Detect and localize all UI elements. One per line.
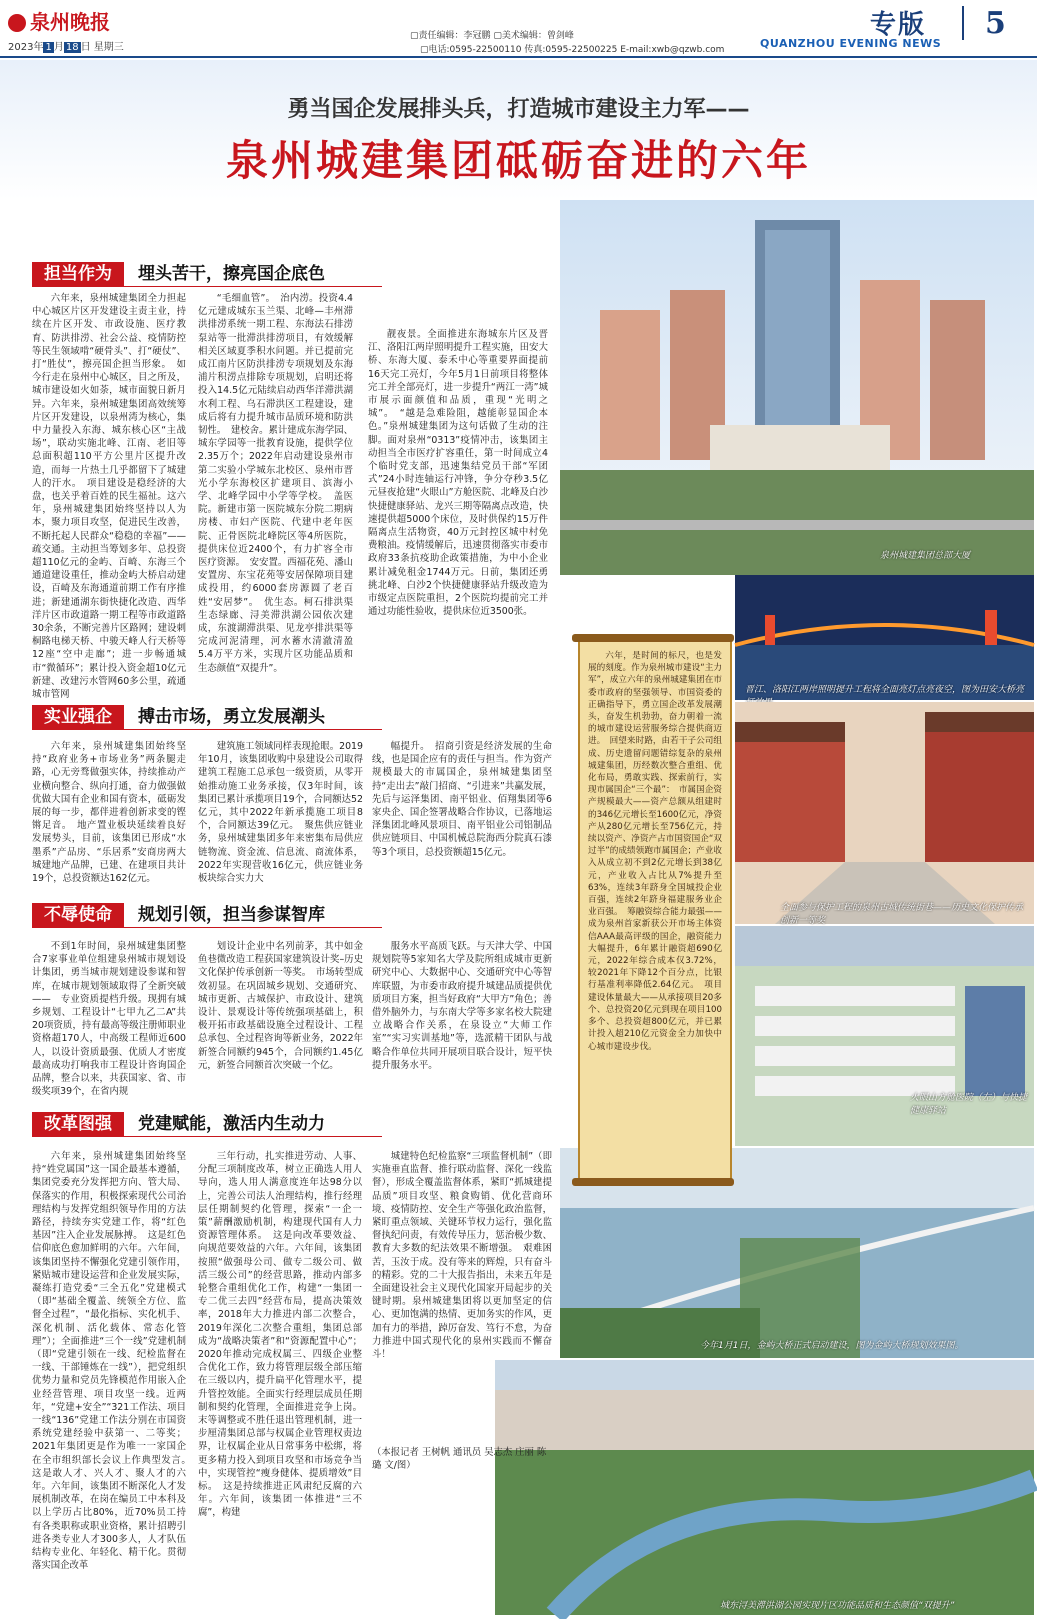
section-line-1 — [32, 286, 382, 287]
headline-subtitle: 勇当国企发展排头兵，打造城市建设主力军—— — [287, 97, 750, 122]
paper-logo — [8, 6, 110, 35]
article-column — [198, 740, 363, 890]
paragraph: 城建特色纪检监察“三项监督机制”（即实施垂直监督、推行联动监督、深化一线监督），形成全覆盖监督体系，紧盯“抓城建提品质”项目攻坚、粮食购销、优化营商环境、疫情防控、安全生产等强化政治监督，紧盯重点领域、关键环节权力运行，强化监督执纪问责，有效传导压力，惩治极少数、教育大多数的纪法效果不断增强。 艰难困苦，玉汝于成。没有等来的辉煌，只有奋斗的精彩。党的二十大报告指出，未来五年是全面建设社会主义现代化国家开局起步的关键时期。泉州城建集团将以更加坚定的信心、更加饱满的热情、更加务实的作风，更加有力的举措，踔厉奋发、笃行不怠，为奋力推进中国式现代化的泉州实践而不懈奋斗！ — [372, 1151, 552, 1361]
section-tag-2: 实业强企 — [32, 705, 124, 729]
masthead — [0, 0, 1037, 58]
section-heading-3: 规划引领，担当参谋智库 — [138, 905, 325, 925]
header-divider — [962, 6, 964, 40]
paragraph: 服务水平高质飞跃。与天津大学、中国规划院等5家知名大学及院所组成城市更新研究中心、大数据中心、交通研究中心等智库联盟，为市委市政府提升城建品质提供优质项目方案，担当好政府“大甲方”角色；善借外脑外力，与东南大学等多家名校大院建立战略合作关系，在泉设立“大师工作室”“实习实训基地”等，选派精干团队与战略合作单位共同开展项目联合设计，短平快提升服务水平。 — [372, 941, 552, 1071]
section-tag-3: 不辱使命 — [32, 903, 124, 927]
paragraph: 六年来，泉州城建集团始终坚持“政府业务+市场业务”两条腿走路，心无旁骛做强实体，持续推动产业横向整合、纵向打通，奋力做强做优做大国有企业和国有资本，砥砺发展的每一步，都伴进着创新求变的铿锵足音。 地产置业板块延续着良好发展势头，目前，该集团已形成“水墨系”产品房、“乐居系”安商房两大城建地产品牌，已建、在建项目共计19个，总投资额达162亿元。 — [32, 741, 186, 885]
contact-line: ▢电话:0595-22500110 传真:0595-22500225 E-mail:xwb@qzwb.com — [420, 45, 725, 55]
byline: （本报记者 王树帆 通讯员 吴志杰 庄丽 陈璐 文/图） — [372, 1447, 547, 1471]
article-column — [32, 740, 186, 890]
date-year: 2023 — [8, 42, 34, 53]
section-heading-1: 埋头苦干，擦亮国企底色 — [138, 264, 325, 284]
scroll-sidebar — [578, 638, 732, 1182]
caption-street: 全面参与保护工程的泉州古城传统街巷——历史文化保护传承创新一等奖 — [780, 903, 1024, 926]
article-column — [32, 940, 186, 1098]
logo-icon — [8, 14, 26, 32]
section-heading-2: 搏击市场，勇立发展潮头 — [138, 707, 325, 727]
section-tag-4: 改革图强 — [32, 1112, 124, 1136]
scroll-text — [588, 650, 722, 1170]
article-column — [372, 1150, 552, 1442]
article-column — [372, 940, 552, 1080]
section-line-3 — [32, 927, 382, 928]
paragraph: “毛细血管”。 治内涝。投资4.4亿元建成城东玉兰渠、北峰—丰州滞洪排涝系统一期工程、东海法石排涝泵站等一批滞洪排涝项目，有效缓解相关区域夏季积水问题。并已提前完成江南片区防洪排涝专项规划及东海浦片积涝点排除专项规划，启明还将投入14.5亿元陆续启动西华洋滞洪湖水利工程、乌石滞洪区工程建设，建成后将有力提升城市品质环境和防洪韧性。 建校舍。累计建成东海学园、城东学园等一批教育设施，提供学位2.35万个；2022年启动建设泉州市第二实验小学城东北校区、泉州市晋光小学东海校区扩建项目、滨海小学、北峰学园中小学等学校。 盖医院。新建市第一医院城东分院二期病房楼、市妇产医院、代建中老年医院、正骨医院北峰院区等4所医院，提供床位近2400个，有力扩容全市医疗资源。 安安置。西福花苑、潘山安置房、东宝花苑等安居保障项目建成投用，约6000套房源圆了老百姓“安居梦”。 优生态。柯石排洪渠生态绿廊、浔美滞洪湖公园依次建成，东渡湖滞洪渠、见龙亭排洪渠等完成河泥清理，河水蓄水清澈清盈5.4万平方米，实现片区功能品质和生态颜值“双提升”。 — [198, 293, 353, 674]
paper-name: 泉州晚报 — [30, 10, 110, 34]
photo-wetland-park — [495, 1360, 1034, 1615]
photo-hq-tower — [560, 200, 1034, 575]
caption-bridge: 晋江、洛阳江两岸照明提升工程将全面亮灯点亮夜空，图为田安大桥亮 — [745, 685, 1025, 695]
paragraph: 不到1年时间，泉州城建集团整合7家事业单位组建泉州城市规划设计集团，勇当城市规划建设参谋和智库，在城市规划领域取得了全新突破—— 专业资质提档升级。现拥有城乡规划、工程设计“七甲九乙二A”共20项资质，持有最高等级注册师职业资格超170人，中高级工程师近600人，以设计资质最强、优质人才密度最高成功打响我市工程设计咨询国企品牌，整合以来，共获国家、省、市级奖项39个，在省内规 — [32, 941, 186, 1098]
section-name: 专版 — [870, 10, 927, 40]
article-column — [368, 328, 548, 703]
paragraph: 三年行动，扎实推进劳动、人事、分配三项制度改革，树立正确选人用人导向，选人用人满意度连年达98分以上，完善公司法人治理结构，推行经理层任期制契约化管理，探索“一企一策”薪酬激励机制，构建现代国有人力资源管理体系。 这是向改革要效益、向规范要效益的六年。六年间，该集团按照“做强母公司、做专二级公司、做活三级公司”的经营思路，推动内部多轮整合重组优化工作，构建“一集团一专二优三去四”经营布局，提高决策效率，2018年大力推进内部二次整合，2019年深化二次整合重组，集团总部成为“战略决策者”和“资源配置中心”；2020年推动完成权属三、四级企业整合优化工作，致力将管理层级全部压缩在三级以内，提升扁平化管理水平，提升管控效能。全面实行经理层成员任期制和契约化管理，全面推进竞争上岗。末等调整或不胜任退出管理机制，进一步厘清集团总部与权属企业管理权责边界，让权属企业从日常事务中松绑，将更多精力投入到项目攻坚和市场竞争当中，实现管控“瘦身健体、提质增效”目标。 这是持续推进正风肃纪反腐的六年。六年间，该集团一体推进“三不腐”，构建 — [198, 1151, 362, 1519]
wetland-park-image — [495, 1360, 1034, 1615]
scroll-roller-top — [572, 634, 734, 642]
paragraph: 六年来，泉州城建集团全力担起中心城区片区开发建设主责主业，持续在片区开发、市政设施、医疗教育、防洪排涝、社会公益、疫情防控等民生领域啃“硬骨头”、打“硬仗”、打“胜仗”，擦亮国企担当形象。 如今行走在泉州中心城区，目之所及，城市建设如火如荼，城市面貌日新月异。六年来，泉州城建集团高效统筹片区开发建设，以泉州湾为核心，集中力量投入东海、城东核心区“主战场”，联动实施北峰、江南、老旧等总面积超110平方公里片区提升改造，而每一片热土几乎都留下了城建人的汗水。 项目建设是稳经济的大盘，也关乎着百姓的民生福祉。这六年，泉州城建集团始终坚持以人为本，聚力项目攻坚，促进民生改善，不断托起人民群众“稳稳的幸福”—— 疏交通。主动担当筹划多年、总投资超110亿元的金屿、百崎、东海三个通道建设重任，推动金屿大桥启动建设，百崎及东海通道前期工作有序推进；新建通湖东街快捷化改造、西华洋片区市政道路一期工程等市政道路30余条，不断完善片区路网；建设刺桐路电梯天桥、中骏天峰人行天桥等12座“空中走廊”；进一步畅通城市“微循环”；累计投入资金超10亿元新建、改建污水管网60多公里，疏通城市管网 — [32, 293, 196, 701]
old-street-image — [735, 702, 1034, 924]
paragraph: 划设计企业中名列前茅，其中如金鱼巷微改造工程获国家建筑设计奖–历史文化保护传承创新一等奖。 市场转型成效初显。在巩固城乡规划、交通研究、城市更新、古城保护、市政设计、建筑设计、景观设计等传统强项基础上，积极开拓市政基础设施全过程设计、工程总承包、全过程咨询等新业务，2022年新签合同额约945个，合同额约1.45亿元，新签合同额首次突破一个亿。 — [198, 941, 363, 1071]
scroll-paragraph: 六年，是时间的标尺，也是发展的刻度。作为泉州城市建设“主力军”，成立六年的泉州城建集团在市委市政府的坚强领导、市国资委的正确指导下，勇立国企改革发展潮头，奋发生机勃勃，奋力朝着一流的城市建设运营服务综合提供商迈进。 回望来时路，由若干子公司组成、历史遗留问题错综复杂的泉州城建集团，历经数次整合重组、优化布局，勇敢实践、探索前行，实现市属国企“三个最”： 市属国企资产规模最大——资产总额从组建时的346亿元增长至1600亿元，净资产从280亿元增长至756亿元，持续以资产、净资产占市国资国企“双过半”的成绩领跑市属国企；产业收入从成立初不到2亿元增长到38亿元，产业收入占比从7%提升至63%，连续3年跻身全国城投企业百强，连续2年跻身福建服务业企业百强。 筹融资综合能力最强——成为泉州首家新获公开市场主体资信AAA最高评级的国企，融资能力大幅提升，6年累计融资超690亿元，2022年综合成本仅3.72%，较2021年下降12个百分点，比银行基准利率降低2.64亿元。 项目建设体量最大——从承接项目20多个、总投资20亿元到现在项目100多个、总投资超800亿元，并已累计投入超210亿元资金全力加快中心城市建设步伐。 — [588, 651, 722, 1052]
caption-hq: 泉州城建集团总部大厦 — [880, 551, 971, 561]
paragraph: 靓夜景。全面推进东海城东片区及晋江、洛阳江两岸照明提升工程实施，田安大桥、东海大厦、泰禾中心等重要界面提前16天完工亮灯，今年5月1日前项目将整体完工并全部亮灯，进一步提升“两江一湾”城市展示面颜值和品质，重现“光明之城”。 “越是急难险阻，越能彰显国企本色。”泉州城建集团为这句话做了生动的注脚。面对泉州“0313”疫情冲击，该集团主动担当全市医疗扩容重任，第一时间成立4个临时党支部，迅速集结党员干部“军团式”24小时连轴运行冲锋，争分夺秒3.5亿元昼夜抢建“火眼山”方舱医院、北峰及白沙快捷健康驿站、龙兴三期等隔离点改造，快速提供超5000个床位，及时供保约15万件隔离点生活物资，40万元封控区城中村免费粮油。疫情缓解后，迅速贯彻落实市委市政府33条抗疫助企政策措施，为中小企业累计减免租金1744万元。日前，集团还勇挑北峰、白沙2个快捷健康驿站升级改造为市级定点医院重担，2个医院均提前完工并通过功能性验收，提供床位近3500张。 — [368, 329, 548, 618]
hq-tower-image — [560, 200, 1034, 575]
date-month: 1 — [45, 42, 52, 53]
scroll-roller-bottom — [572, 1178, 734, 1186]
paragraph: 六年来，泉州城建集团始终坚持“姓党属国”这一国企最基本遵循，集团党委充分发挥把方向、管大局、保落实的作用，积极探索现代公司治理结构与发挥党组织领导作用的方法路径，持续夯实党建工作，将“红色基因”注入企业发展脉搏。 这是红色信仰底色愈加鲜明的六年。六年间，该集团坚持不懈强化党建引领作用，紧贴城市建设运营和企业发展实际，凝练打造党委“三全五化”党建模式（即“基础全覆盖、统领全方位、监督全过程”，“最化指标、实化机手、深化机制、活化载体、常态化管理”）；全面推进“三个一线”党建机制（即“党建引领在一线、纪检监督在一线、干部锤炼在一线”），把党组织优势力量和党员先锋模范作用嵌入企业经营管理、项目攻坚一线。近两年，“党建+安全”“321工作法、项目一线“136”党建工作法分别在市国资系统党建经验中获第一、二等奖；2021年集团更是作为唯一一家国企在全市组织部长会议上作典型发言。 这是敢人才、兴人才、聚人才的六年。六年间，该集团不断深化人才发展机制改革，在岗在编员工中本科及以上学历占比80%，近70%员工持有各类职称或职业资格，累计招聘引进各类专业人才300多人，人才队伍结构专业化、年轻化、精干化。贯彻落实国企改革 — [32, 1151, 196, 1572]
article-column — [372, 740, 552, 890]
headline-title: 泉州城建集团砥砺奋进的六年 — [225, 136, 811, 185]
section-english: QUANZHOU EVENING NEWS — [760, 37, 942, 50]
page-number: 5 — [985, 6, 1006, 41]
article-column — [198, 1150, 362, 1570]
paragraph: 幅提升。 招商引资是经济发展的生命线，也是国企应有的责任与担当。作为资产规模最大的市属国企，泉州城建集团坚持“走出去”敲门招商、“引进来”共赢发展，先后与运泽集团、南平铝业、佰翔集团等6家央企、国企签署战略合作协议，已落地运泽集团北峰风景项目、南平铝业公司铝制品供应链项目、中国机械总院海西分院真石漆等3个项目，总投资额超15亿元。 — [372, 741, 552, 858]
caption-park: 城东浔美滞洪湖公园实现片区功能品质和生态颜值“双提升” — [720, 1601, 955, 1611]
article-column — [198, 940, 363, 1080]
paragraph: 建筑施工领域同样表现抢眼。2019年10月，该集团收购中泉建设公司取得建筑工程施工总承包一级资质，从零开始推动施工业务承接，仅3年时间，该集团已累计承揽项目19个，合同额达52亿元，其中2022年新承揽施工项目8个，合同额达39亿元。 聚焦供应链业务，泉州城建集团多年来密集布局供应链物流、资金流、信息流、商流体系，2022年实现营收16亿元，供应链业务板块综合实力大 — [198, 741, 363, 885]
section-line-4 — [32, 1136, 382, 1137]
article-column — [32, 1150, 196, 1610]
article-column — [198, 292, 353, 702]
section-line-2 — [32, 729, 382, 730]
date-weekday: 星期三 — [93, 42, 124, 53]
issue-date: 2023年 1 月 18 日 星期三 — [8, 42, 124, 53]
caption-fangcang: 火眼山方舱医院（左）与快捷健康驿站 — [910, 1093, 1028, 1116]
caption-jinyu: 今年1月1日，金屿大桥正式启动建设，图为金屿大桥规划效果图。 — [700, 1341, 964, 1351]
article-column — [32, 292, 196, 702]
section-heading-4: 党建赋能，激活内生动力 — [138, 1114, 325, 1134]
date-day: 18 — [65, 42, 79, 53]
photo-old-street — [735, 702, 1034, 924]
section-tag-1: 担当作为 — [32, 262, 124, 286]
editors-line: ▢责任编辑：李冠鹏 ▢美术编辑：曾剑峰 — [410, 31, 574, 41]
